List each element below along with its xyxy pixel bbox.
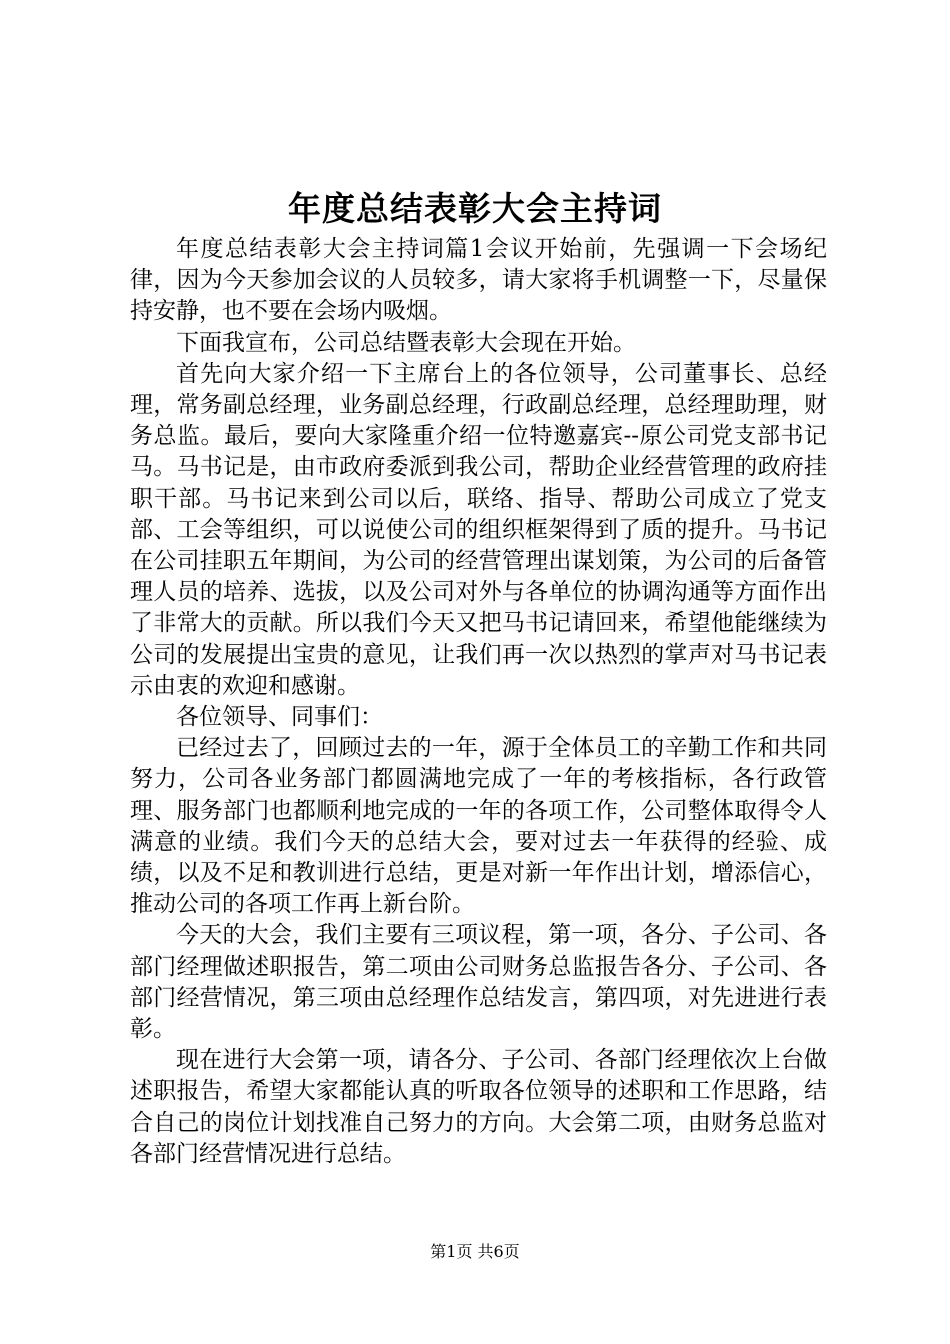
paragraph-2: 下面我宣布，公司总结暨表彰大会现在开始。: [176, 329, 636, 356]
document-body: [130, 234, 827, 1170]
page-footer: 第1页 共6页: [430, 1242, 520, 1261]
document-title: 年度总结表彰大会主持词: [288, 189, 662, 228]
paragraph-1: 年度总结表彰大会主持词篇1会议开始前，先强调一下会场纪律，因为今天参加会议的人员较多，请大家将手机调整一下，尽量保持安静，也不要在会场内吸烟。: [130, 236, 827, 325]
paragraph-5: 已经过去了，回顾过去的一年，源于全体员工的辛勤工作和共同努力，公司各业务部门都圆满地完成了一年的考核指标，各行政管理、服务部门也都顺利地完成的一年的各项工作，公司整体取得令人满意的业绩。我们今天的总结大会，要对过去一年获得的经验、成绩，以及不足和教训进行总结，更是对新一年作出计划，增添信心，推动公司的各项工作再上新台阶。: [130, 735, 827, 918]
paragraph-3: 首先向大家介绍一下主席台上的各位领导，公司董事长、总经理，常务副总经理，业务副总经理，行政副总经理，总经理助理，财务总监。最后，要向大家隆重介绍一位特邀嘉宾--原公司党支部书记马。马书记是，由市政府委派到我公司，帮助企业经营管理的政府挂职干部。马书记来到公司以后，联络、指导、帮助公司成立了党支部、工会等组织，可以说使公司的组织框架得到了质的提升。马书记在公司挂职五年期间，为公司的经营管理出谋划策，为公司的后备管理人员的培养、选拔，以及公司对外与各单位的协调沟通等方面作出了非常大的贡献。所以我们今天又把马书记请回来，希望他能继续为公司的发展提出宝贵的意见，让我们再一次以热烈的掌声对马书记表示由衷的欢迎和感谢。: [130, 360, 827, 699]
paragraph-7: 现在进行大会第一项，请各分、子公司、各部门经理依次上台做述职报告，希望大家都能认真的听取各位领导的述职和工作思路，结合自己的岗位计划找准自己努力的方向。大会第二项，由财务总监对各部门经营情况进行总结。: [130, 1047, 827, 1167]
paragraph-4: 各位领导、同事们：: [176, 704, 383, 731]
paragraph-6: 今天的大会，我们主要有三项议程，第一项，各分、子公司、各部门经理做述职报告，第二项由公司财务总监报告各分、子公司、各部门经营情况，第三项由总经理作总结发言，第四项，对先进进行表彰。: [130, 922, 827, 1043]
